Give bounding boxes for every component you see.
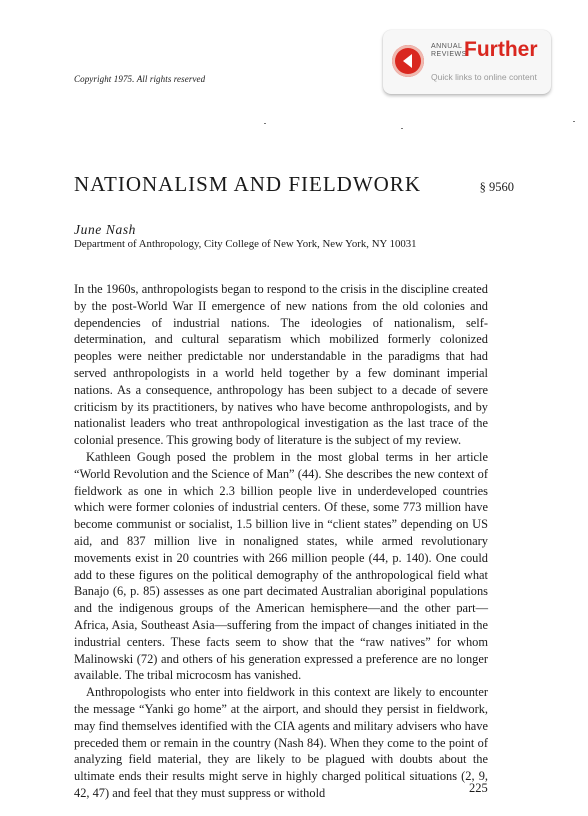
reviews-label: REVIEWS (431, 51, 467, 58)
scan-speck (264, 123, 266, 124)
page-number: 225 (469, 781, 488, 795)
copyright-notice: Copyright 1975. All rights reserved (74, 74, 206, 84)
annual-reviews-further-icon (392, 45, 424, 77)
body-paragraph: In the 1960s, anthropologists began to respond to the crisis in the discipline created by the post-World War II emergence of new nations from the old colonies and dependencies of industrial nations. The ideologies of nationalism, self-determination, and cultural separatism which mobilized formerly colonized peoples were neither predictable nor understandable in the paradigms that had served anthropologists in a world held together by a few dominant imperial nations. As a consequence, anthropology has been subject to a decade of severe criticism by its practitioners, by natives who have become anthropologists, and by nationalist leaders who treat anthropological investigation as the last trace of the colonial presence. This growing body of literature is the subject of my review. (74, 282, 488, 448)
quick-links-label: Quick links to online content (431, 72, 537, 82)
author-name: June Nash (74, 222, 137, 237)
article-title: NATIONALISM AND FIELDWORK (74, 172, 421, 196)
section-number: § 9560 (479, 180, 514, 194)
annual-label: ANNUAL (431, 43, 463, 50)
body-paragraph: Anthropologists who enter into fieldwork in this context are likely to encounter the message “Yanki go home” at the airport, and should they persist in fieldwork, may find themselves identified with the CIA agents and military advisers who have preceded them or remain in the country (Nash 84). When they come to the point of analyzing field material, they are likely to be plagued with doubts about the ultimate ends their results might serve in highly charged political situations (2, 9, 42, 47) and feel that they must suppress or withold (74, 685, 488, 800)
further-label: Further (464, 38, 538, 61)
scan-speck (573, 121, 575, 122)
body-paragraph: Kathleen Gough posed the problem in the most global terms in her article “World Revolution and the Science of Man” (44). She describes the new context of fieldwork as one in which 2.3 billion people live in underdeveloped countries which were former colonies of industrial centers. Of these, some 773 million have become communist or socialist, 1.5 billion live in “client states” depending on US aid, and 837 million live in nonaligned states, while armed revolutionary movements exist in 20 countries with 266 million people (44, p. 140). One could add to these figures on the political demography of the anthropological field what Banajo (6, p. 85) assesses as one part decimated Australian aboriginal populations and the indigenous groups of the American hemisphere—and the other part—Africa, Asia, Southeast Asia—suffering from the impact of changes initiated in the industrial centers. These facts seem to show that the “raw natives” for whom Malinowski (72) and others of his generation expressed a preference are no longer available. The tribal microcosm has vanished. (74, 449, 488, 683)
article-body (74, 281, 488, 802)
further-links-badge[interactable] (383, 30, 551, 94)
author-affiliation: Department of Anthropology, City College of New York, New York, NY 10031 (74, 238, 417, 250)
article-title-row (74, 172, 514, 196)
scan-speck (401, 128, 403, 129)
